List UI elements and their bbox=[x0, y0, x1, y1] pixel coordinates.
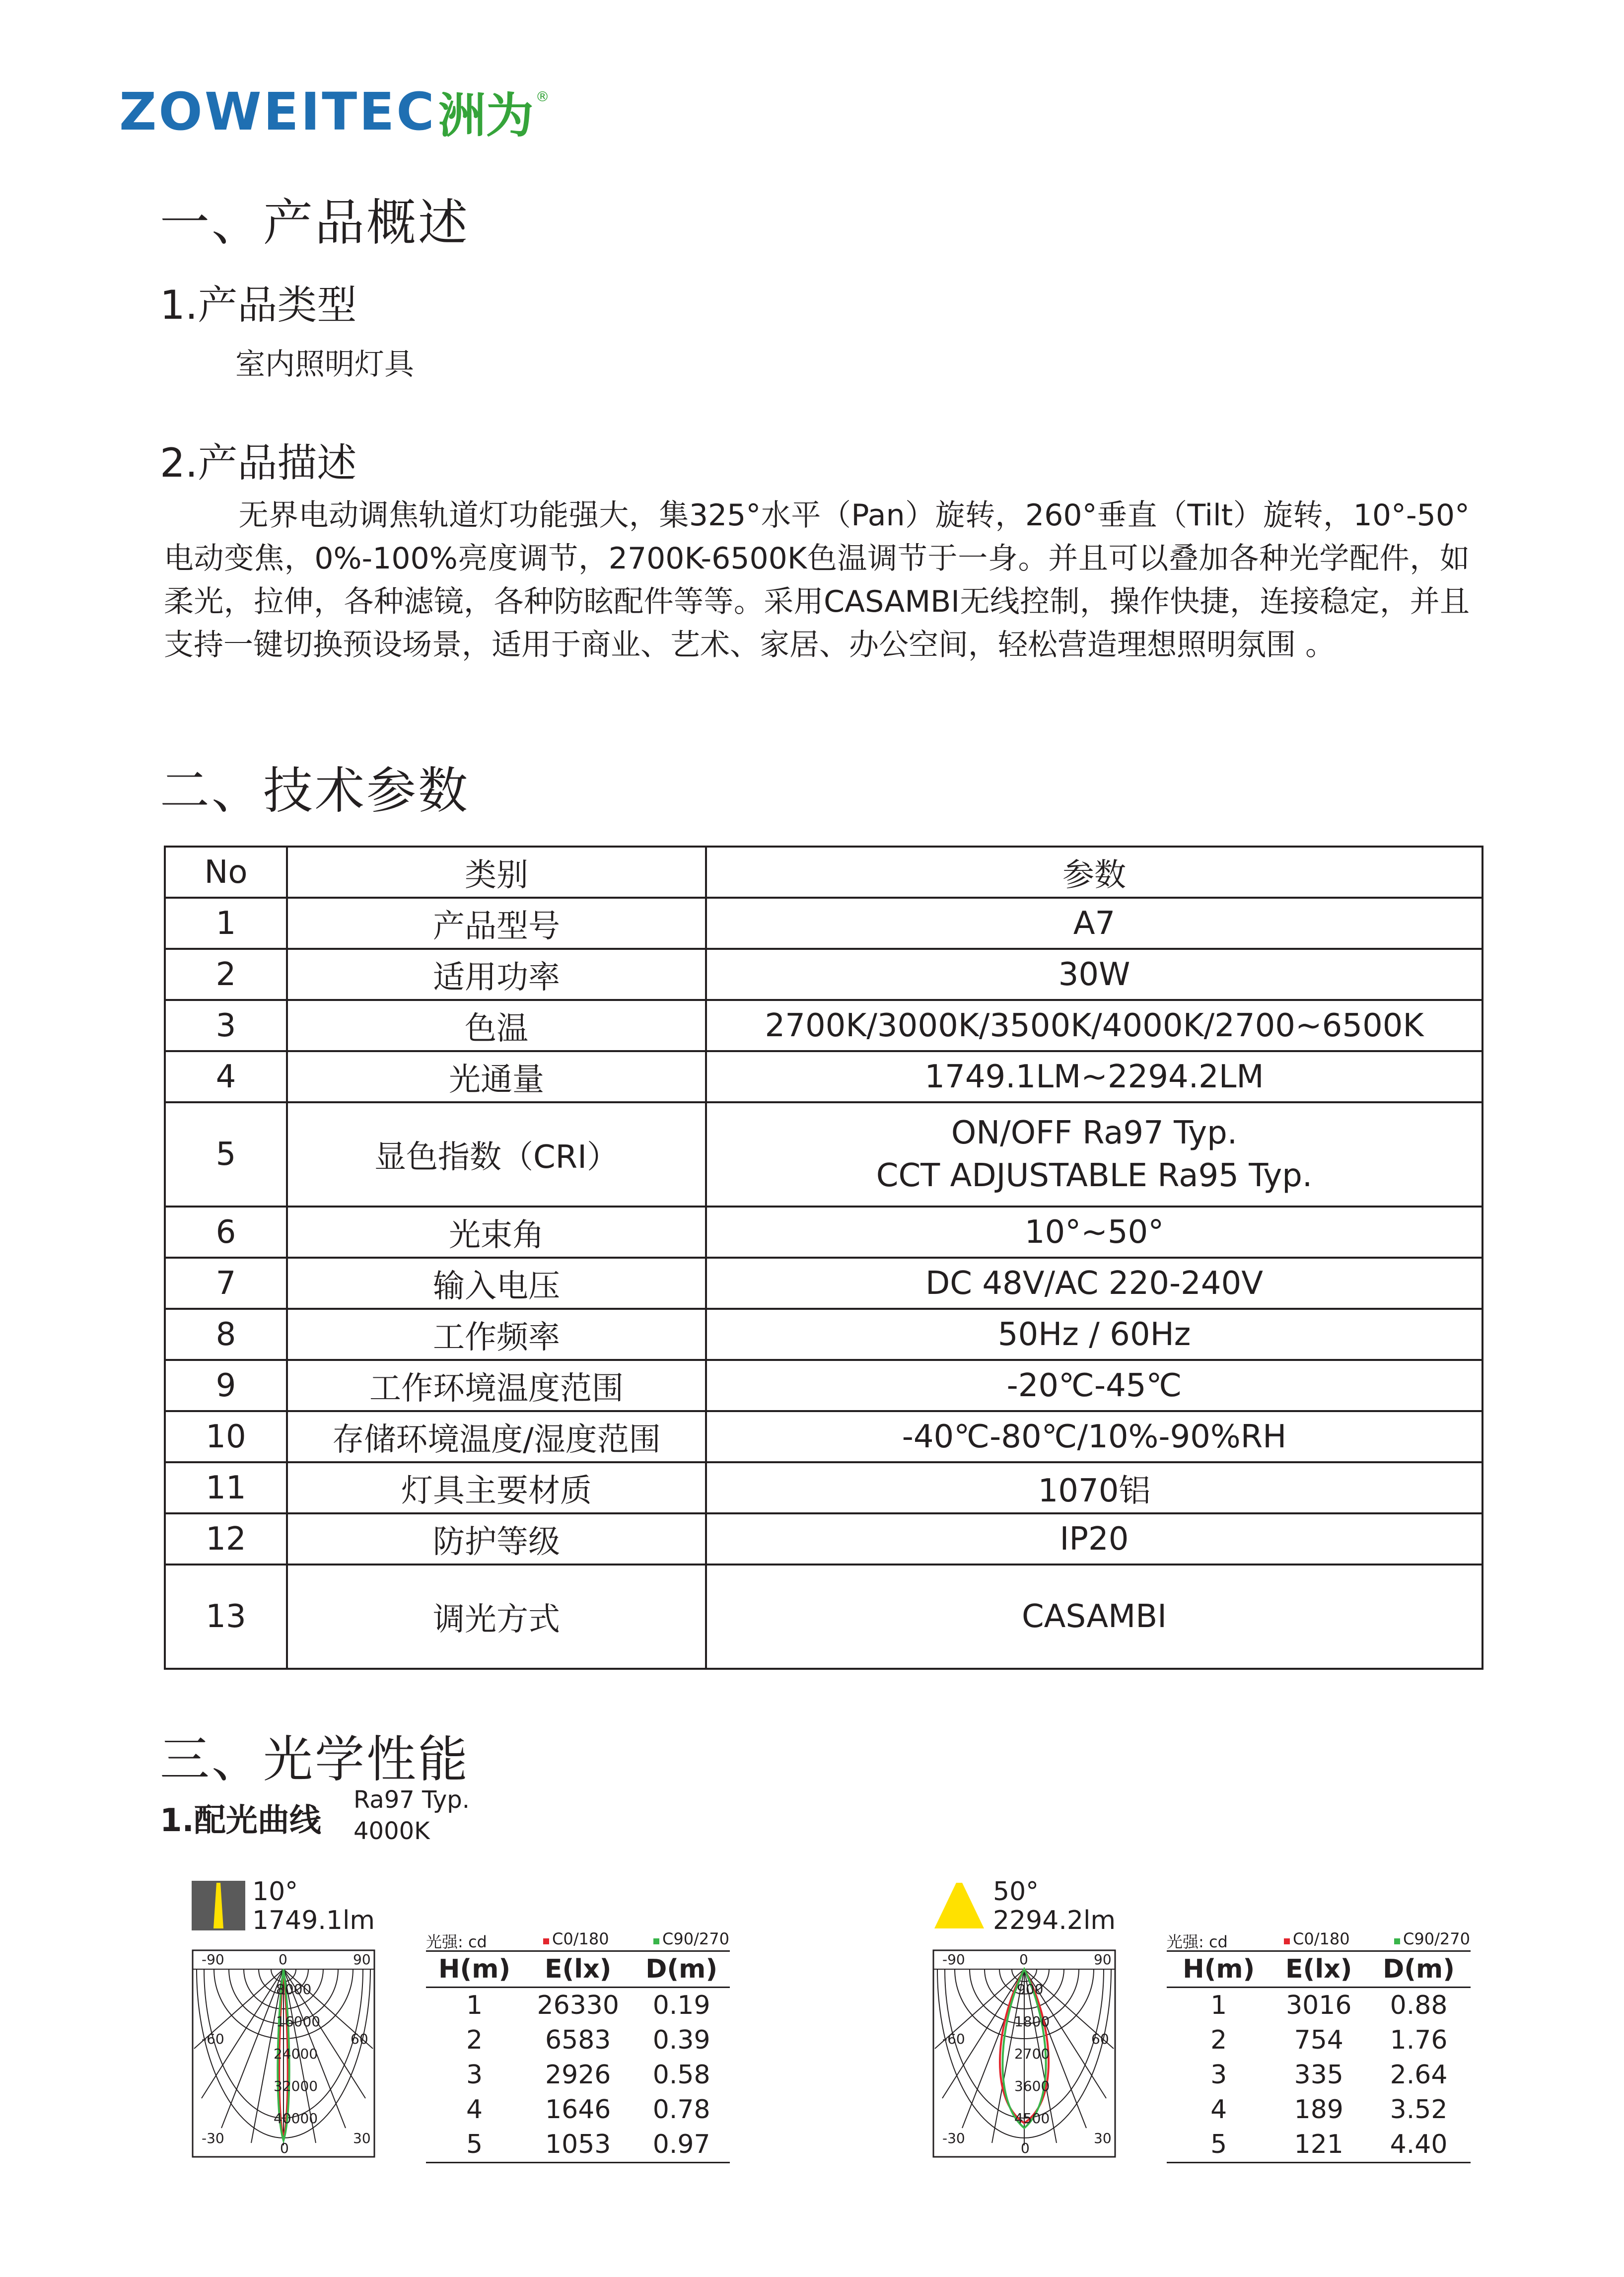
table-row bbox=[165, 1102, 1483, 1207]
cell-illuminance: 1053 bbox=[545, 2130, 611, 2159]
beam-angle-label: 50° bbox=[993, 1877, 1039, 1907]
row-category: 防护等级 bbox=[287, 1513, 706, 1565]
light-distribution-heading: 1.配光曲线 bbox=[160, 1802, 321, 1839]
table-row bbox=[1167, 1988, 1471, 2023]
cct-note: 4000K bbox=[353, 1817, 430, 1845]
table-row bbox=[426, 2023, 730, 2058]
polar-label: -90 bbox=[942, 1951, 965, 1968]
row-value: 30W bbox=[706, 949, 1483, 1000]
cell-height: 4 bbox=[1210, 2095, 1227, 2125]
cell-diameter: 4.40 bbox=[1390, 2130, 1448, 2159]
row-category: 工作频率 bbox=[287, 1309, 706, 1360]
polar-label: 0 bbox=[1021, 2140, 1030, 2156]
cell-height: 2 bbox=[1210, 2025, 1227, 2055]
table-row bbox=[426, 1988, 730, 2023]
cell-diameter: 0.39 bbox=[652, 2025, 710, 2055]
header-illuminance: E(lx) bbox=[1285, 1954, 1352, 1984]
cell-height: 4 bbox=[466, 2095, 483, 2125]
ring-label: 16000 bbox=[276, 2013, 321, 2030]
header-diameter: D(m) bbox=[645, 1954, 718, 1984]
row-value: -20℃-45℃ bbox=[706, 1360, 1483, 1411]
cell-illuminance: 121 bbox=[1294, 2130, 1343, 2159]
table-row bbox=[1167, 2127, 1471, 2163]
cell-height: 5 bbox=[1210, 2130, 1227, 2159]
row-value-line2: CCT ADJUSTABLE Ra95 Typ. bbox=[876, 1157, 1313, 1194]
c0-legend-text: C0/180 bbox=[552, 1929, 609, 1948]
c0-legend bbox=[543, 1929, 609, 1948]
header-height: H(m) bbox=[1183, 1954, 1255, 1984]
table-row bbox=[165, 1258, 1483, 1309]
row-category: 灯具主要材质 bbox=[287, 1462, 706, 1513]
cell-height: 3 bbox=[466, 2060, 483, 2090]
product-description-heading: 2.产品描述 bbox=[160, 440, 357, 486]
polar-label: -90 bbox=[202, 1951, 224, 1968]
table-row bbox=[165, 1000, 1483, 1051]
spec-table bbox=[164, 846, 1483, 1670]
cell-height: 5 bbox=[466, 2130, 483, 2159]
table-row bbox=[165, 1565, 1483, 1669]
wide-beam-icon bbox=[932, 1881, 986, 1930]
row-value: -40℃-80℃/10%-90%RH bbox=[706, 1411, 1483, 1462]
cell-diameter: 0.88 bbox=[1390, 1991, 1448, 2020]
table-row bbox=[1167, 2023, 1471, 2058]
table-row bbox=[426, 2092, 730, 2127]
cell-illuminance: 6583 bbox=[545, 2025, 611, 2055]
row-no: 1 bbox=[165, 898, 287, 949]
row-category: 输入电压 bbox=[287, 1258, 706, 1309]
row-category: 光通量 bbox=[287, 1051, 706, 1102]
section2-title: 二、技术参数 bbox=[160, 762, 470, 820]
row-value-line1: ON/OFF Ra97 Typ. bbox=[951, 1115, 1238, 1151]
photometric-block-10deg bbox=[192, 1877, 738, 2179]
cell-illuminance: 26330 bbox=[537, 1991, 619, 2020]
row-no: 9 bbox=[165, 1360, 287, 1411]
table-row bbox=[1167, 2092, 1471, 2127]
section3-title: 三、光学性能 bbox=[160, 1730, 470, 1788]
row-value: 2700K/3000K/3500K/4000K/2700~6500K bbox=[706, 1000, 1483, 1051]
row-no: 5 bbox=[165, 1102, 287, 1207]
row-no: 11 bbox=[165, 1462, 287, 1513]
row-no: 4 bbox=[165, 1051, 287, 1102]
row-value: 1749.1LM~2294.2LM bbox=[706, 1051, 1483, 1102]
header-diameter: D(m) bbox=[1383, 1954, 1455, 1984]
polar-label: -60 bbox=[942, 2031, 965, 2047]
table-row bbox=[165, 1309, 1483, 1360]
beam-angle-label: 10° bbox=[252, 1877, 298, 1907]
polar-curve-chart bbox=[932, 1949, 1116, 2158]
c0-legend bbox=[1284, 1929, 1350, 1948]
row-category: 产品型号 bbox=[287, 898, 706, 949]
row-no: 10 bbox=[165, 1411, 287, 1462]
ring-label: 900 bbox=[1017, 1981, 1044, 1997]
cell-diameter: 0.78 bbox=[652, 2095, 710, 2125]
product-type-heading: 1.产品类型 bbox=[160, 282, 357, 328]
polar-label: -30 bbox=[942, 2130, 965, 2146]
polar-label: 30 bbox=[353, 2130, 371, 2146]
header-no: No bbox=[165, 847, 287, 898]
photometric-block-50deg bbox=[932, 1877, 1479, 2179]
table-row bbox=[165, 1207, 1483, 1258]
cell-diameter: 2.64 bbox=[1390, 2060, 1448, 2090]
polar-label: 90 bbox=[1094, 1951, 1112, 1968]
cell-illuminance: 2926 bbox=[545, 2060, 611, 2090]
c90-legend-text: C90/270 bbox=[1403, 1929, 1470, 1948]
cell-height: 2 bbox=[466, 2025, 483, 2055]
illuminance-table bbox=[1167, 1950, 1471, 2163]
luminous-flux-label: 1749.1lm bbox=[252, 1906, 375, 1935]
table-row bbox=[165, 1360, 1483, 1411]
cell-diameter: 0.58 bbox=[652, 2060, 710, 2090]
cell-illuminance: 335 bbox=[1294, 2060, 1343, 2090]
table-row bbox=[1167, 2058, 1471, 2092]
brand-logo bbox=[119, 79, 550, 144]
product-description-paragraph bbox=[164, 494, 1470, 667]
row-no: 6 bbox=[165, 1207, 287, 1258]
table-row bbox=[165, 1051, 1483, 1102]
row-no: 8 bbox=[165, 1309, 287, 1360]
cell-illuminance: 1646 bbox=[545, 2095, 611, 2125]
table-row bbox=[426, 2058, 730, 2092]
illuminance-header-row bbox=[426, 1951, 730, 1988]
cell-illuminance: 3016 bbox=[1286, 1991, 1352, 2020]
cell-height: 1 bbox=[466, 1991, 483, 2020]
c90-legend bbox=[1394, 1929, 1470, 1948]
row-value: A7 bbox=[706, 898, 1483, 949]
row-no: 7 bbox=[165, 1258, 287, 1309]
table-row bbox=[165, 949, 1483, 1000]
ring-label: 8000 bbox=[276, 1981, 312, 1997]
polar-curve-chart bbox=[192, 1949, 375, 2158]
row-category: 显色指数（CRI） bbox=[287, 1102, 706, 1207]
cell-diameter: 1.76 bbox=[1390, 2025, 1448, 2055]
polar-label: 0 bbox=[1019, 1951, 1028, 1968]
spec-table-header-row bbox=[165, 847, 1483, 898]
polar-label: -30 bbox=[202, 2130, 224, 2146]
cell-diameter: 0.19 bbox=[652, 1991, 710, 2020]
row-value: 1070铝 bbox=[706, 1462, 1483, 1513]
row-category: 工作环境温度范围 bbox=[287, 1360, 706, 1411]
row-value: 50Hz / 60Hz bbox=[706, 1309, 1483, 1360]
polar-label: 0 bbox=[280, 2140, 289, 2156]
cell-diameter: 0.97 bbox=[652, 2130, 710, 2159]
row-value: IP20 bbox=[706, 1513, 1483, 1565]
registered-mark: ® bbox=[535, 88, 550, 105]
polar-label: 0 bbox=[279, 1951, 287, 1968]
ring-label: 32000 bbox=[274, 2078, 318, 2094]
product-type-text: 室内照明灯具 bbox=[235, 347, 414, 382]
c90-legend-text: C90/270 bbox=[662, 1929, 729, 1948]
row-no: 2 bbox=[165, 949, 287, 1000]
row-category: 光束角 bbox=[287, 1207, 706, 1258]
intensity-unit-label: 光强: cd bbox=[1167, 1932, 1228, 1951]
row-category: 存储环境温度/湿度范围 bbox=[287, 1411, 706, 1462]
section1-title: 一、产品概述 bbox=[160, 194, 470, 252]
header-height: H(m) bbox=[438, 1954, 511, 1984]
row-value-multiline bbox=[706, 1102, 1483, 1207]
table-row bbox=[165, 898, 1483, 949]
c0-swatch bbox=[1284, 1938, 1290, 1944]
header-illuminance: E(lx) bbox=[545, 1954, 612, 1984]
row-no: 12 bbox=[165, 1513, 287, 1565]
row-no: 13 bbox=[165, 1565, 287, 1669]
row-category: 适用功率 bbox=[287, 949, 706, 1000]
table-row bbox=[165, 1411, 1483, 1462]
ring-label: 2700 bbox=[1014, 2046, 1050, 2062]
row-category: 调光方式 bbox=[287, 1565, 706, 1669]
polar-label: 90 bbox=[353, 1951, 371, 1968]
header-category: 类别 bbox=[287, 847, 706, 898]
ring-label: 24000 bbox=[274, 2046, 318, 2062]
c90-swatch bbox=[1394, 1938, 1400, 1944]
logo-latin-text: ZOWEITEC bbox=[119, 81, 436, 142]
header-parameter: 参数 bbox=[706, 847, 1483, 898]
cell-illuminance: 754 bbox=[1294, 2025, 1343, 2055]
cri-note: Ra97 Typ. bbox=[353, 1786, 470, 1814]
row-value: DC 48V/AC 220-240V bbox=[706, 1258, 1483, 1309]
c90-swatch bbox=[653, 1938, 659, 1944]
row-category: 色温 bbox=[287, 1000, 706, 1051]
c0-legend-text: C0/180 bbox=[1293, 1929, 1350, 1948]
cell-height: 3 bbox=[1210, 2060, 1227, 2090]
polar-label: 60 bbox=[351, 2031, 368, 2047]
ring-label: 4500 bbox=[1014, 2110, 1050, 2127]
ring-label: 1800 bbox=[1014, 2013, 1050, 2030]
table-row bbox=[426, 2127, 730, 2163]
illuminance-header-row bbox=[1167, 1951, 1471, 1988]
luminous-flux-label: 2294.2lm bbox=[993, 1906, 1116, 1935]
table-row bbox=[165, 1462, 1483, 1513]
cell-diameter: 3.52 bbox=[1390, 2095, 1448, 2125]
narrow-beam-icon bbox=[192, 1881, 245, 1930]
cell-illuminance: 189 bbox=[1294, 2095, 1343, 2125]
ring-label: 3600 bbox=[1014, 2078, 1050, 2094]
intensity-unit-label: 光强: cd bbox=[426, 1932, 487, 1951]
c0-swatch bbox=[543, 1938, 549, 1944]
c90-legend bbox=[653, 1929, 729, 1948]
illuminance-table bbox=[426, 1950, 730, 2163]
product-description-text: 无界电动调焦轨道灯功能强大，集325°水平（Pan）旋转，260°垂直（Tilt）旋转，10°-50°电动变焦，0%-100%亮度调节，2700K-6500K色温调节于一身。并且可以叠加各种光学配件，如柔光，拉伸，各种滤镜，各种防眩配件等等。采用CASAMBI无线控制，操作快捷，连接稳定，并且支持一键切换预设场景，适用于商业、艺术、家居、办公空间，轻松营造理想照明氛围 。 bbox=[164, 498, 1470, 662]
row-value: 10°~50° bbox=[706, 1207, 1483, 1258]
row-value: CASAMBI bbox=[706, 1565, 1483, 1669]
polar-label: 30 bbox=[1094, 2130, 1112, 2146]
table-row bbox=[165, 1513, 1483, 1565]
polar-label: -60 bbox=[202, 2031, 224, 2047]
row-no: 3 bbox=[165, 1000, 287, 1051]
cell-height: 1 bbox=[1210, 1991, 1227, 2020]
ring-label: 40000 bbox=[274, 2110, 318, 2127]
logo-chinese-text: 洲为 bbox=[438, 87, 534, 143]
polar-label: 60 bbox=[1091, 2031, 1109, 2047]
